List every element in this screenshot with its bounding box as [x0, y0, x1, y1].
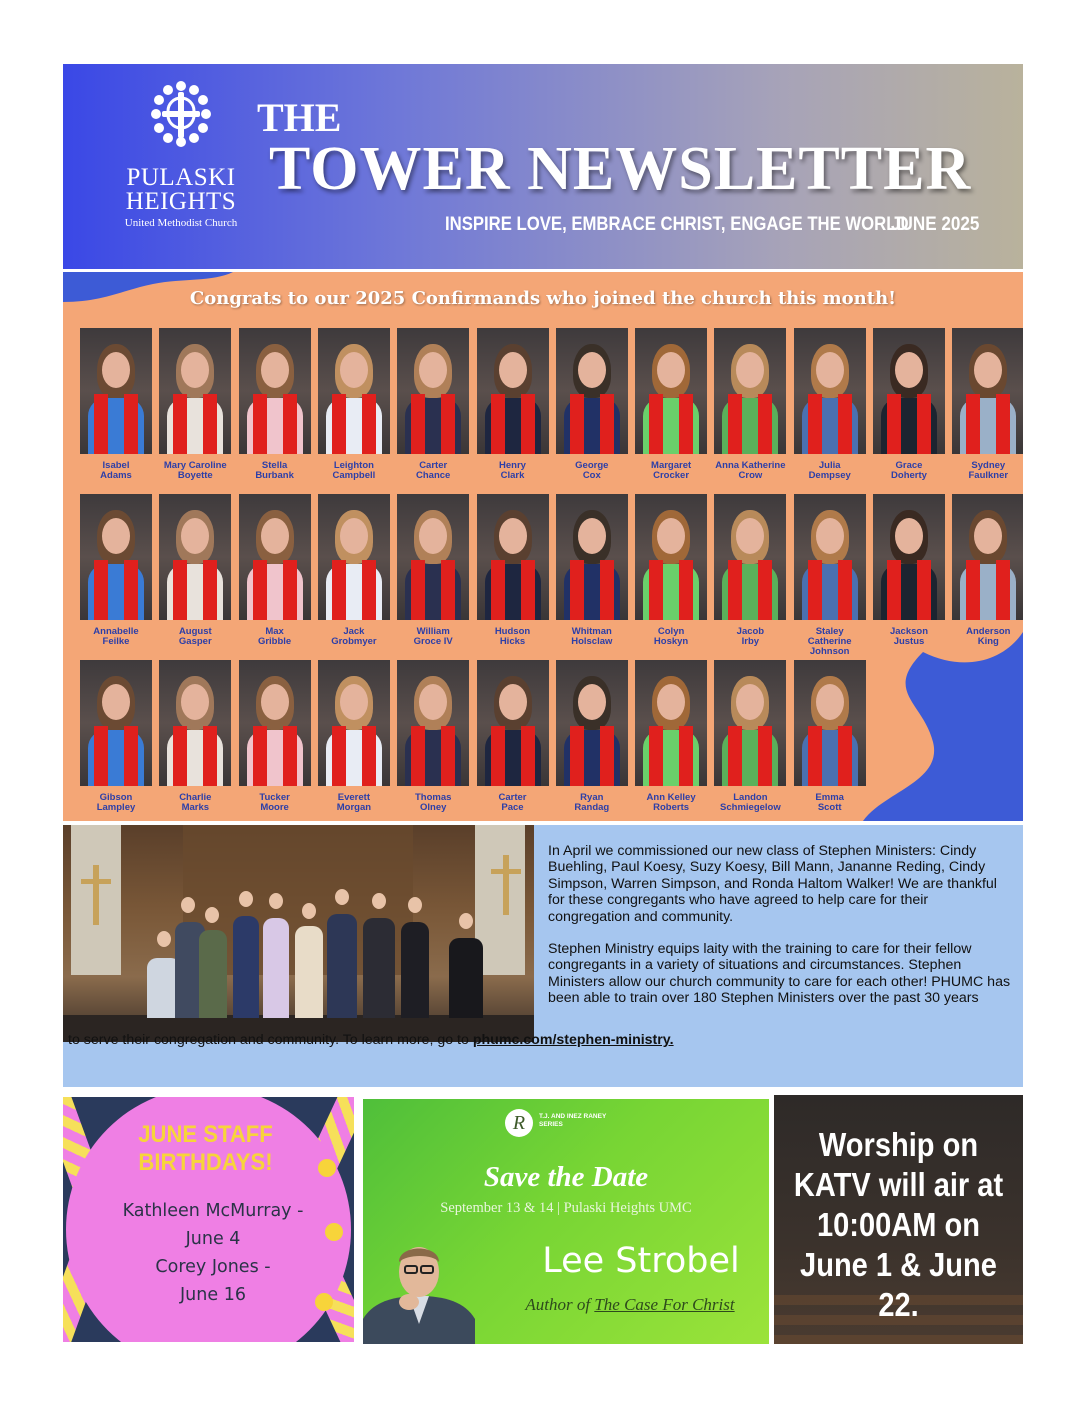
confirmand-card [635, 660, 707, 813]
confirmand-photo [952, 328, 1023, 454]
birthday-date-2: June 16 [180, 1285, 246, 1305]
confirmands-heading: Congrats to our 2025 Confirmands who joined the church this month! [189, 288, 897, 309]
confirmand-first-name: Leighton [333, 460, 374, 471]
confirmand-card [794, 660, 866, 813]
confirmand-last-name: Holsclaw [571, 636, 613, 647]
book-title: The Case For Christ [594, 1295, 735, 1314]
stephen-paragraph-tail [68, 1032, 1018, 1048]
confirmand-photo [159, 660, 231, 786]
confirmand-name [318, 461, 390, 481]
confirmand-card [397, 328, 469, 481]
confirmand-last-name: Hicks [499, 636, 526, 647]
confirmand-first-name: Henry [499, 460, 526, 471]
confirmand-name [318, 627, 390, 647]
confirmand-card [873, 328, 945, 481]
confirmands-section [63, 272, 1023, 821]
confirmand-name [159, 627, 231, 647]
confirmand-name [80, 627, 152, 647]
confirmand-card [159, 494, 231, 647]
birthday-name-1: Kathleen McMurray - [122, 1201, 304, 1221]
confirmand-name [952, 627, 1023, 647]
confirmand-first-name: Anna Katherine [715, 460, 786, 471]
confirmand-last-name: Scott [817, 802, 842, 813]
confirmand-card [318, 328, 390, 481]
confirmand-last-name: Chance [416, 470, 451, 481]
confirmand-card [952, 494, 1023, 647]
confirmand-photo [714, 328, 786, 454]
confirmand-card [80, 660, 152, 813]
confirmand-name [477, 793, 549, 813]
confirmand-first-name: Jack [343, 626, 365, 637]
confirmand-name [952, 461, 1023, 481]
confirmand-first-name: Stella [261, 460, 288, 471]
confirmand-first-name: Ryan [580, 792, 604, 803]
confirmand-first-name: Whitman [571, 626, 612, 637]
confirmand-photo [80, 494, 152, 620]
speaker-name: Lee Strobel [542, 1241, 740, 1281]
confirmand-photo [159, 494, 231, 620]
confirmand-name [239, 627, 311, 647]
confirmand-photo [794, 328, 866, 454]
confirmand-first-name: Margaret [651, 460, 692, 471]
birthdays-title: JUNE STAFF BIRTHDAYS! [138, 1121, 273, 1176]
confirmand-last-name: King [977, 636, 999, 647]
title-the: THE [257, 95, 342, 140]
confirmand-name [635, 627, 707, 647]
confirmand-last-name: Hoskyn [653, 636, 689, 647]
birthday-name-2: Corey Jones - [155, 1257, 271, 1277]
confirmand-name [80, 793, 152, 813]
confirmand-last-name: Roberts [653, 802, 690, 813]
confirmand-photo [556, 328, 628, 454]
confirmand-first-name: August [178, 626, 212, 637]
confirmand-name [477, 461, 549, 481]
confirmand-first-name: Jackson [889, 626, 929, 637]
confirmand-first-name: Hudson [494, 626, 531, 637]
confirmand-name [556, 461, 628, 481]
confirmand-name [635, 461, 707, 481]
confirmand-last-name: Moore [260, 802, 289, 813]
confirmand-first-name: George [575, 460, 609, 471]
confirmand-photo [556, 660, 628, 786]
stephen-ministry-text [548, 843, 1013, 1023]
confirmand-first-name: Anderson [966, 626, 1011, 637]
confirmand-photo [397, 494, 469, 620]
confirmand-name [714, 627, 786, 647]
confirmand-last-name: Marks [181, 802, 210, 813]
flower-icon [318, 1159, 336, 1177]
newsletter-title: TOWER NEWSLETTER [269, 135, 972, 203]
confirmand-photo [714, 660, 786, 786]
confirmand-last-name: Randag [574, 802, 610, 813]
confirmand-card [318, 494, 390, 647]
confirmand-first-name: Everett [337, 792, 370, 803]
confirmand-name [635, 793, 707, 813]
confirmand-first-name: Annabelle [93, 626, 139, 637]
confirmand-last-name: Burbank [255, 470, 294, 481]
confirmand-photo [239, 494, 311, 620]
stephen-tail-text: to serve their congregation and community. To learn more, go to [68, 1032, 473, 1048]
confirmand-photo [556, 494, 628, 620]
confirmand-photo [318, 494, 390, 620]
confirmand-first-name: Emma [815, 792, 844, 803]
confirmand-card [477, 660, 549, 813]
confirmand-card [873, 494, 945, 647]
confirmand-photo [635, 660, 707, 786]
confirmand-photo [318, 328, 390, 454]
confirmand-photo [952, 494, 1023, 620]
confirmand-last-name: Adams [100, 470, 132, 481]
church-logo [121, 78, 241, 229]
confirmand-last-name: Schmiegelow [720, 802, 781, 813]
confirmand-last-name: Crocker [653, 470, 690, 481]
confirmand-card [794, 328, 866, 481]
raney-series-logo: R [505, 1109, 533, 1137]
confirmand-photo [477, 328, 549, 454]
katv-worship-card [774, 1095, 1023, 1344]
confirmand-first-name: Gibson [99, 792, 133, 803]
confirmand-last-name: Johnson [809, 646, 850, 657]
confirmand-last-name: Groce IV [413, 636, 453, 647]
tagline: INSPIRE LOVE, EMBRACE CHRIST, ENGAGE THE WORLD [445, 214, 909, 235]
confirmand-photo [873, 328, 945, 454]
confirmand-photo [794, 660, 866, 786]
confirmand-card [477, 328, 549, 481]
confirmand-first-name: Sydney [971, 460, 1006, 471]
confirmand-name [397, 627, 469, 647]
confirmand-first-name: Carter [419, 460, 448, 471]
confirmand-photo [794, 494, 866, 620]
confirmand-card [714, 494, 786, 647]
confirmand-photo [80, 660, 152, 786]
confirmand-card [159, 328, 231, 481]
confirmand-card [556, 494, 628, 647]
confirmand-card [80, 328, 152, 481]
issue-date: JUNE 2025 [891, 214, 980, 235]
stephen-paragraph-2: Stephen Ministry equips laity with the training to care for their fellow congregants in a variety of situations and circumstances. Stephen Ministers allow our church community to care for each other! PHUMC has been able to train over 180 Stephen Ministers over the past 30 years [548, 941, 1011, 1007]
confirmand-first-name: Mary Caroline [163, 460, 227, 471]
confirmand-photo [635, 494, 707, 620]
confirmand-last-name: Pace [501, 802, 524, 813]
confirmand-name [556, 793, 628, 813]
logo-line-pulaski: PULASKI [126, 164, 236, 191]
confirmand-photo [397, 660, 469, 786]
confirmand-photo [477, 494, 549, 620]
confirmand-last-name: Dempsey [808, 470, 851, 481]
confirmand-first-name: William [416, 626, 450, 637]
confirmand-photo [159, 328, 231, 454]
confirmand-first-name: Charlie [179, 792, 212, 803]
confirmand-last-name: Doherty [891, 470, 927, 481]
stephen-ministry-section [63, 825, 1023, 1087]
confirmand-card [556, 660, 628, 813]
confirmand-first-name: Ann Kelley [646, 792, 696, 803]
confirmand-card [239, 660, 311, 813]
confirmand-card [794, 494, 866, 657]
confirmand-first-name: Isabel [102, 460, 130, 471]
confirmand-photo [397, 328, 469, 454]
stephen-ministers-group-photo [63, 825, 534, 1042]
confirmand-last-name: Justus [893, 636, 925, 647]
confirmand-name [159, 793, 231, 813]
event-date: September 13 & 14 | Pulaski Heights UMC [440, 1200, 692, 1216]
confirmand-card [952, 328, 1023, 481]
confirmand-name [873, 627, 945, 647]
confirmand-photo [318, 660, 390, 786]
cross-flame-icon [150, 78, 212, 166]
speaker-portrait [363, 1224, 475, 1344]
confirmand-card [635, 328, 707, 481]
confirmand-last-name: Campbell [332, 470, 376, 481]
confirmand-photo [873, 494, 945, 620]
confirmand-card [714, 660, 786, 813]
confirmand-card [556, 328, 628, 481]
confirmand-last-name: Irby [741, 636, 760, 647]
author-credit [491, 1295, 769, 1315]
confirmand-photo [239, 328, 311, 454]
confirmand-name [159, 461, 231, 481]
confirmand-name [794, 627, 866, 657]
confirmand-first-name: Julia [818, 460, 841, 471]
confirmand-photo [239, 660, 311, 786]
confirmand-card [397, 660, 469, 813]
confirmand-photo [714, 494, 786, 620]
confirmand-last-name: Feilke [102, 636, 130, 647]
confirmand-name [714, 461, 786, 481]
confirmand-card [397, 494, 469, 647]
confirmand-name [556, 627, 628, 647]
masthead [63, 64, 1023, 269]
confirmand-name [397, 793, 469, 813]
confirmand-card [318, 660, 390, 813]
confirmand-last-name: Grobmyer [331, 636, 377, 647]
lee-strobel-ad [363, 1099, 769, 1344]
raney-series-name: T.J. AND INEZ RANEY SERIES [539, 1113, 607, 1128]
confirmand-name [80, 461, 152, 481]
confirmand-first-name: Thomas [414, 792, 452, 803]
confirmand-name [794, 461, 866, 481]
confirmand-last-name: Gribble [257, 636, 292, 647]
stephen-paragraph-1: In April we commissioned our new class of Stephen Ministers: Cindy Buehling, Paul Koesy, Suzy Koesy, Bill Mann, Jananne Reding, Cindy Simpson, Warren Simpson, and Ronda Haltom Walker! We are thankful for these congregants who have agreed to help care for their congregation and community. [548, 843, 997, 925]
confirmand-name [714, 793, 786, 813]
confirmand-card [714, 328, 786, 481]
confirmand-first-name: Grace [895, 460, 923, 471]
confirmand-card [80, 494, 152, 647]
confirmand-card [477, 494, 549, 647]
author-prefix: Author of [525, 1295, 595, 1314]
confirmand-name [318, 793, 390, 813]
logo-line-umc: United Methodist Church [124, 217, 238, 229]
confirmand-photo [477, 660, 549, 786]
birthday-date-1: June 4 [185, 1229, 241, 1249]
katv-worship-text: Worship on KATV will air at 10:00AM on June 1 & June 22. [793, 1126, 1004, 1323]
logo-line-heights: HEIGHTS [125, 188, 237, 215]
confirmand-last-name: Morgan [336, 802, 372, 813]
confirmand-last-name: Faulkner [968, 470, 1009, 481]
confirmand-first-name: Max [265, 626, 284, 637]
confirmand-first-name: Landon [733, 792, 768, 803]
confirmand-name [477, 627, 549, 647]
confirmand-name [873, 461, 945, 481]
confirmand-photo [80, 328, 152, 454]
confirmand-last-name: Lampley [96, 802, 136, 813]
confirmand-first-name: Staley Catherine [807, 626, 852, 647]
confirmand-last-name: Clark [500, 470, 525, 481]
confirmand-name [794, 793, 866, 813]
confirmand-photo [635, 328, 707, 454]
stephen-ministry-link[interactable]: phumc.com/stephen-ministry. [472, 1032, 674, 1048]
confirmand-first-name: Jacob [736, 626, 765, 637]
confirmand-first-name: Tucker [259, 792, 290, 803]
confirmand-first-name: Carter [498, 792, 527, 803]
confirmand-card [239, 494, 311, 647]
confirmand-last-name: Crow [738, 470, 763, 481]
confirmand-card [635, 494, 707, 647]
staff-birthdays-card [63, 1097, 354, 1342]
save-the-date: Save the Date [483, 1161, 649, 1193]
confirmand-first-name: Colyn [657, 626, 685, 637]
confirmand-last-name: Boyette [177, 470, 213, 481]
confirmand-name [397, 461, 469, 481]
confirmand-name [239, 461, 311, 481]
confirmand-last-name: Gasper [178, 636, 212, 647]
confirmand-card [159, 660, 231, 813]
confirmand-card [239, 328, 311, 481]
confirmand-last-name: Olney [419, 802, 447, 813]
confirmand-last-name: Cox [582, 470, 601, 481]
confirmand-name [239, 793, 311, 813]
